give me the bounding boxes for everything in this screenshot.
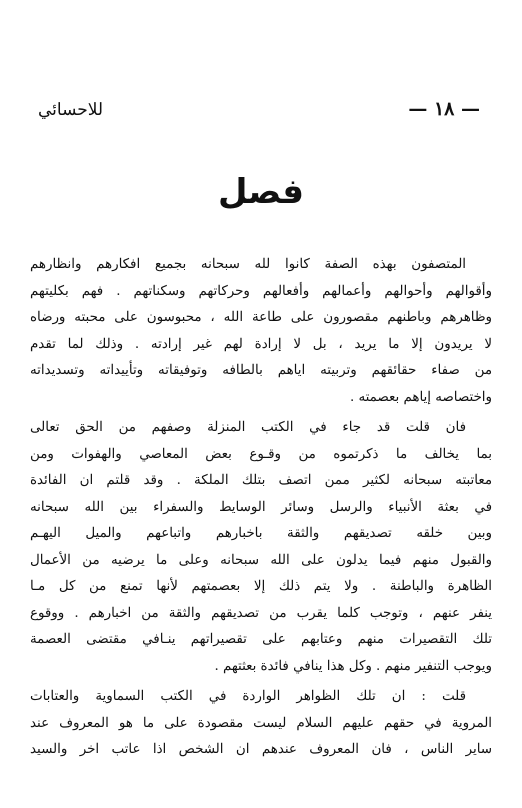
paragraph <box>30 684 492 764</box>
paragraph <box>30 415 492 680</box>
page-header <box>30 100 492 124</box>
text-line: لا يريدون إلا ما يريد ، بل لا إرادة لهم غير إرادته . وذلك لما تقدم <box>30 336 492 352</box>
text-line: والقبول منهم فيما يدلون على الله سبحانه وعلى ما يرضيه من الأعمال <box>30 552 492 568</box>
section-title: فصل <box>217 172 305 212</box>
text-line: ويوجب التنفير منهم . وكل هذا ينافي فائدة بعثتهم . <box>214 658 492 674</box>
text-line: وبين خلقه تصديقهم والثقة باخبارهم واتباعهم والميل اليهـم <box>30 526 492 541</box>
running-title: للاحسائي <box>38 100 104 120</box>
text-line: تلك التقصيرات منهم وعتابهم على تقصيراتهم ينـافي مقتضى العصمة <box>30 632 492 647</box>
text-line: في بعثة الأنبياء والرسل وسائر الوسايط والسفراء بين الله سبحانه <box>30 499 492 515</box>
text-line: معاتبته سبحانه لكثير ممن اتصف بتلك الملكة . وقد قلتم ان الفائدة <box>30 473 492 488</box>
text-line: بما يخالف ما ذكرتموه من وقـوع بعض المعاصي والهفوات ومن <box>30 446 492 462</box>
paragraph <box>30 252 492 411</box>
text-line: المتصفون بهذه الصفة كانوا لله سبحانه بجميع افكارهم وانظارهم <box>30 257 466 272</box>
text-line: الظاهرة والباطنة . ولا يتم ذلك إلا بعصمتهم لأنها تمنع من كل مـا <box>30 579 492 594</box>
text-line: واختصاصه إياهم بعصمته . <box>349 389 492 405</box>
text-line: وأقوالهم وأحوالهم وأعمالهم وأفعالهم وحركاتهم وسكناتهم . فهم بكليتهم <box>30 283 492 299</box>
text-line: المروية في حقهم عليهم السلام ليست مقصودة على ما هو المعروف عند <box>30 715 492 731</box>
page-number: — ١٨ — <box>408 98 480 120</box>
body-text <box>30 252 492 764</box>
text-line: وظاهرهم وباطنهم مقصورون على طاعة الله ، محبوسون على محبته ورضاه <box>30 310 492 325</box>
text-line: فان قلت قد جاء في الكتب المنزلة وصفهم من الحق تعالى <box>30 420 466 435</box>
text-line: من صفاء حقائقهم وتربيته اياهم بالطافه وتوفيقاته وتأييداته وتسديداته <box>30 363 492 378</box>
text-line: ينفر عنهم ، وتوجب كلما يقرب من تصديقهم والثقة من اخبارهم . ووقوع <box>30 605 492 621</box>
text-line: قلت : ان تلك الظواهر الواردة في الكتب السماوية والعتابات <box>30 689 466 704</box>
text-line: ساير الناس ، فان المعروف عندهم ان الشخص اذا عاتب اخر والسيد <box>30 742 492 757</box>
